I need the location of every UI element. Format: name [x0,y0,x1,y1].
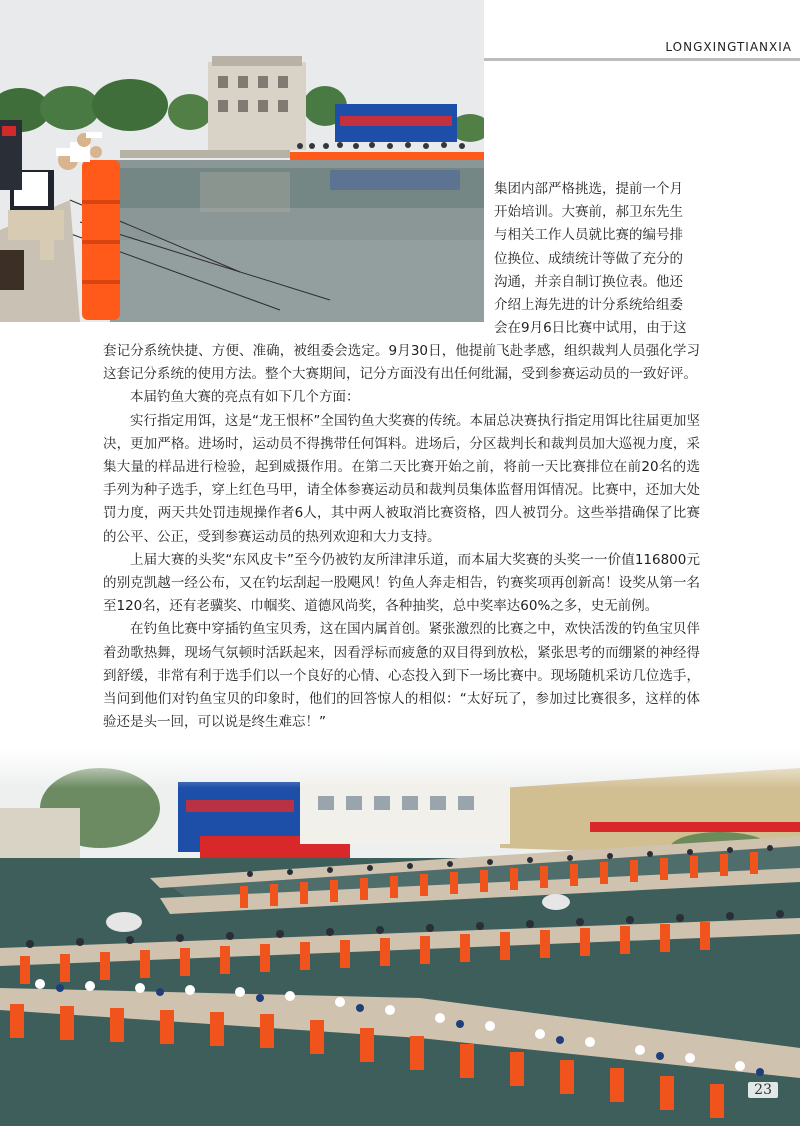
right-line-6: 介绍上海先进的计分系统给组委 [494,297,683,314]
paragraph-5: 在钓鱼比赛中穿插钓鱼宝贝秀，这在国内属首创。紧张激烈的比赛之中，欢快活泼的钓鱼宝贝伴着劲歌热舞，现场气氛顿时活跃起来，因看浮标而疲惫的双目得到放松，紧张思考的而绷紧的神经得到舒缓，非常有利于选手们以一个良好的心情、心态投入到下一场比赛中。现场随机采访几位选手，当问到他们对钓鱼宝贝的印象时，他们的回答惊人的相似：“太好玩了，参加过比赛很多，这样的体验还是头一回，可以说是终生难忘！” [103,621,700,731]
header-rule [484,58,800,61]
paragraph-4: 上届大赛的头奖“东风皮卡”至今仍被钓友所津津乐道，而本届大奖赛的头奖一一价值116800元的别克凯越一经公布，又在钓坛刮起一股飓风！钓鱼人奔走相告，钓赛奖项再创新高！设奖从第一名至120名，还有老骥奖、巾帼奖、道德风尚奖，各种抽奖，总中奖率达60%之多，史无前例。 [103,551,700,615]
right-line-2: 开始培训。大赛前，郝卫东先生 [494,204,683,221]
paragraph-3: 实行指定用饵，这是“龙王恨杯”全国钓鱼大奖赛的传统。本届总决赛执行指定用饵比往届更加坚决，更加严格。进场时，运动员不得携带任何饵料。进场后，分区裁判长和裁判员加大巡视力度，采集大量的样品进行检验，起到威摄作用。在第二天比赛开始之前，将前一天比赛排位在前20名的选手列为种子选手，穿上红色马甲，请全体参赛运动员和裁判员集体监督用饵情况。比赛中，还加大处罚力度，两天共处罚违规操作者6人，其中两人被取消比赛资格，四人被罚分。这些举措确保了比赛的公平、公正，受到参赛运动员的热列欢迎和大力支持。 [103,412,700,545]
magazine-title: LONGXINGTIANXIA [665,40,792,54]
paragraph-1: 套记分系统快捷、方便、准确，被组委会选定。9月30日，他提前飞赴孝感，组织裁判人员强化学习这套记分系统的使用方法。整个大赛期间，记分方面没有出任何纰漏，受到参赛运动员的一致好评。 [103,343,700,383]
article-right-column [494,178,784,340]
top-photo-fishing-pond [0,0,484,322]
right-line-4: 位换位、成绩统计等做了充分的 [494,250,683,267]
page-number: 23 [748,1082,778,1098]
right-line-1: 集团内部严格挑选，提前一个月 [494,181,683,197]
article-body [103,340,700,734]
paragraph-2: 本届钓鱼大赛的亮点有如下几个方面： [130,389,360,406]
right-line-5: 沟通，并亲自制订换位表。他还 [494,273,683,290]
right-line-3: 与相关工作人员就比赛的编号排 [494,227,683,244]
bottom-photo-competition-aerial [0,748,800,1126]
right-line-7: 会在9月6日比赛中试用，由于这 [494,320,687,337]
